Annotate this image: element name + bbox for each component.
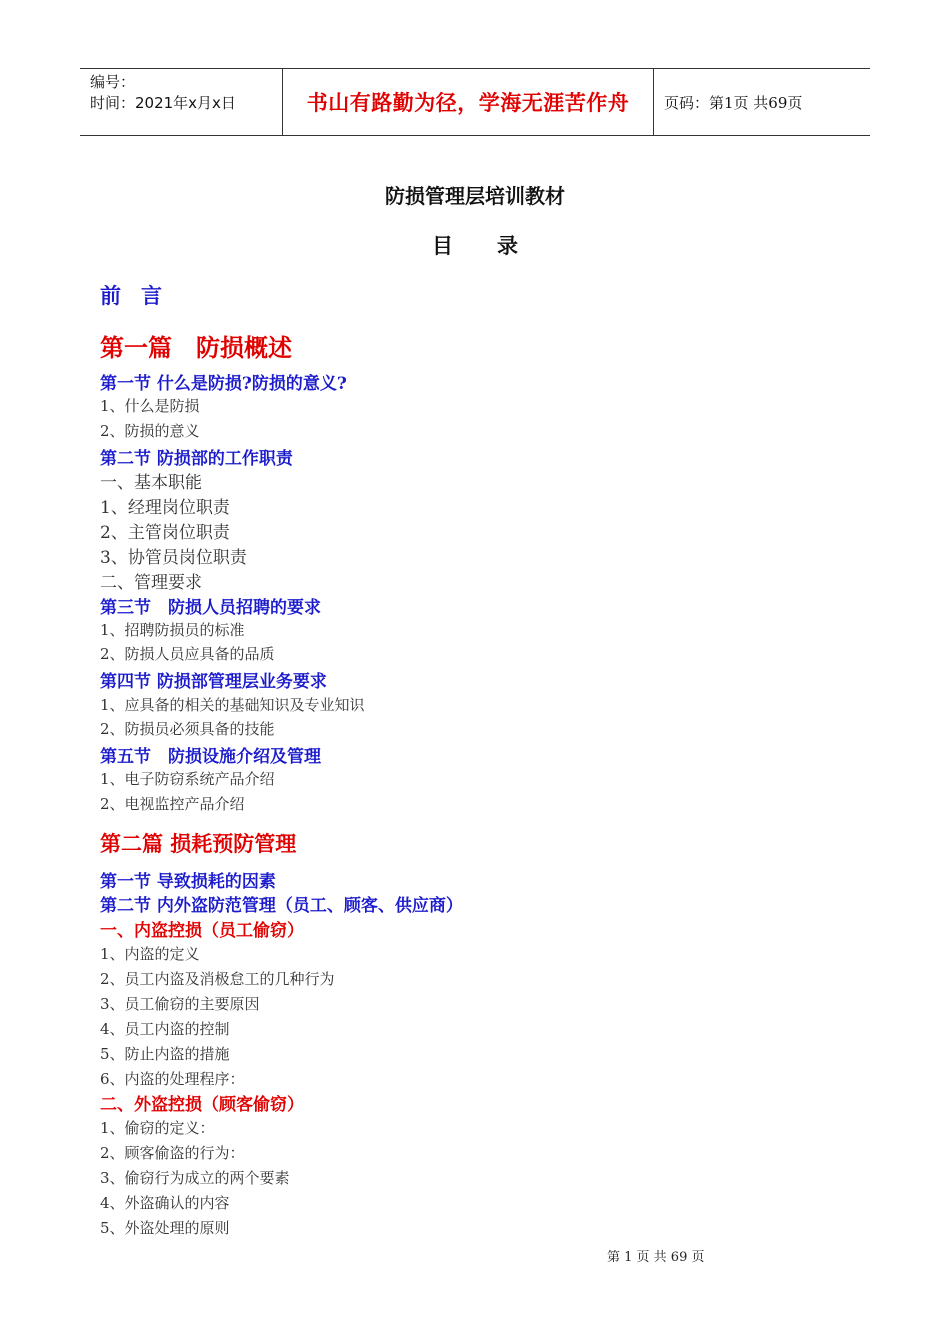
header-meta — [80, 69, 282, 135]
toc-item: 2、员工内盗及消极怠工的几种行为 — [100, 970, 335, 988]
toc-item: 2、防损人员应具备的品质 — [100, 645, 275, 663]
toc-item: 4、员工内盗的控制 — [100, 1020, 230, 1038]
toc-item: 1、招聘防损员的标准 — [100, 621, 245, 639]
toc-item: 1、电子防窃系统产品介绍 — [100, 770, 275, 788]
toc-item: 2、电视监控产品介绍 — [100, 795, 245, 813]
toc-item: 2、顾客偷盗的行为： — [100, 1144, 245, 1162]
toc-item: 一、基本职能 — [100, 473, 202, 493]
toc-part-2: 第二篇 损耗预防管理 — [100, 831, 297, 856]
toc-section: 第一节 导致损耗的因素 — [100, 872, 276, 892]
toc-item: 6、内盗的处理程序： — [100, 1070, 245, 1088]
toc-section: 第四节 防损部管理层业务要求 — [100, 672, 327, 692]
toc-subsection: 二、外盗控损（顾客偷窃） — [100, 1095, 304, 1115]
document-title: 防损管理层培训教材 — [385, 184, 565, 208]
header-motto-cell — [282, 69, 654, 135]
toc-part-1: 第一篇 防损概述 — [100, 333, 292, 362]
toc-item: 3、偷窃行为成立的两个要素 — [100, 1169, 290, 1187]
toc-section: 第五节 防损设施介绍及管理 — [100, 747, 321, 767]
toc-section: 第二节 内外盗防范管理（员工、顾客、供应商） — [100, 896, 463, 916]
toc-item: 2、主管岗位职责 — [100, 523, 230, 543]
toc-item: 二、管理要求 — [100, 573, 202, 593]
time-label: 时间：2021年x月x日 — [90, 94, 236, 112]
toc-item: 4、外盗确认的内容 — [100, 1194, 230, 1212]
number-label: 编号： — [90, 73, 136, 91]
toc-item: 5、外盗处理的原则 — [100, 1219, 230, 1237]
header-page-info: 页码：第1页 共69页 — [664, 93, 803, 112]
toc-item: 2、防损的意义 — [100, 422, 200, 440]
toc-item: 5、防止内盗的措施 — [100, 1045, 230, 1063]
toc-item: 3、员工偷窃的主要原因 — [100, 995, 260, 1013]
toc-item: 3、协管员岗位职责 — [100, 548, 247, 568]
toc-item: 2、防损员必须具备的技能 — [100, 720, 275, 738]
toc-subsection: 一、内盗控损（员工偷窃） — [100, 921, 304, 941]
header-motto: 书山有路勤为径，学海无涯苦作舟 — [306, 90, 630, 115]
toc-item: 1、内盗的定义 — [100, 945, 200, 963]
toc-section: 第二节 防损部的工作职责 — [100, 449, 293, 469]
toc-section: 第一节 什么是防损?防损的意义? — [100, 374, 347, 394]
toc-preface: 前言 — [100, 283, 182, 308]
toc-section: 第三节 防损人员招聘的要求 — [100, 598, 321, 618]
page-footer: 第 1 页 共 69 页 — [607, 1250, 705, 1265]
toc-item: 1、应具备的相关的基础知识及专业知识 — [100, 696, 365, 714]
toc-title: 目录 — [432, 233, 562, 258]
header-table — [80, 68, 870, 136]
toc-item: 1、经理岗位职责 — [100, 498, 230, 518]
toc-item: 1、什么是防损 — [100, 397, 200, 415]
toc-item: 1、偷窃的定义： — [100, 1119, 215, 1137]
